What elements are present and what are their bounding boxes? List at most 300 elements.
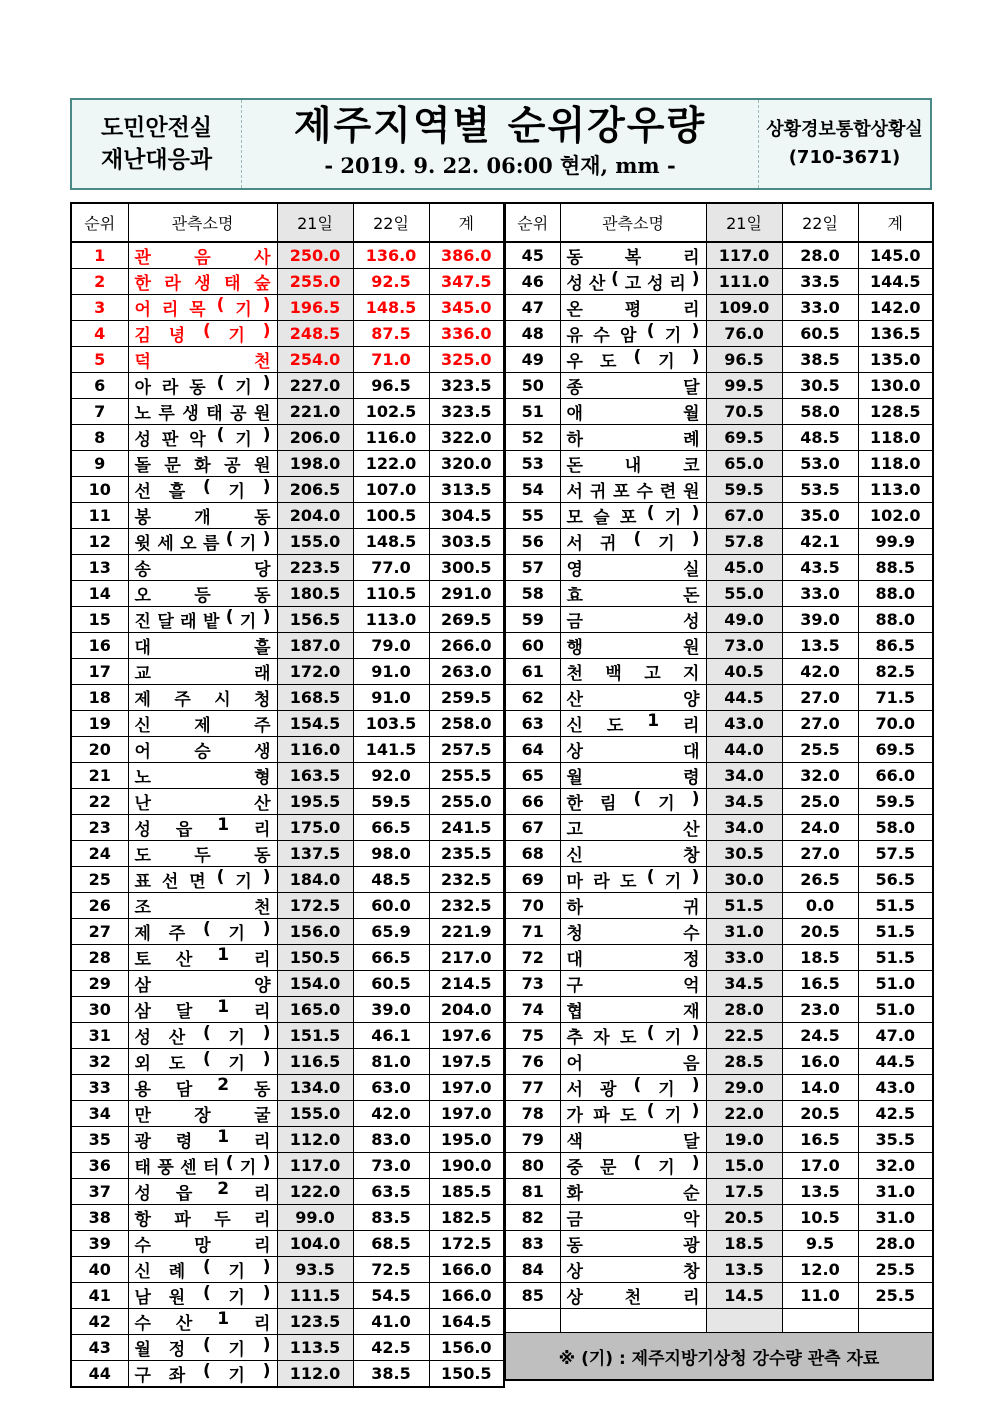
day22-value-cell: 46.1: [353, 1023, 429, 1049]
total-value-cell: 386.0: [429, 242, 504, 269]
day21-value-cell: 73.0: [706, 633, 782, 659]
rank-cell: 42: [71, 1309, 128, 1335]
day22-value-cell: 73.0: [353, 1153, 429, 1179]
day22-value-cell: 25.0: [782, 789, 858, 815]
rank-cell: 1: [71, 242, 128, 269]
day22-value-cell: 66.5: [353, 945, 429, 971]
station-name-cell: 토 산 1 리: [128, 945, 277, 971]
day21-value-cell: 93.5: [277, 1257, 353, 1283]
station-name-cell: 진 달 래 밭 ( 기 ): [128, 607, 277, 633]
table-row: [505, 945, 933, 971]
total-value-cell: 197.5: [429, 1049, 504, 1075]
station-name-cell: 온 평 리: [560, 295, 706, 321]
rank-cell: 31: [71, 1023, 128, 1049]
rank-cell: 36: [71, 1153, 128, 1179]
rank-cell: 30: [71, 997, 128, 1023]
table-row: [71, 1361, 504, 1388]
rank-cell: 75: [505, 1023, 560, 1049]
rank-cell: 26: [71, 893, 128, 919]
station-name-cell: 신 도 1 리: [560, 711, 706, 737]
table-row: [71, 945, 504, 971]
total-value-cell: 164.5: [429, 1309, 504, 1335]
station-name-cell: 한 림 ( 기 ): [560, 789, 706, 815]
table-row: [505, 555, 933, 581]
total-value-cell: 25.5: [858, 1283, 933, 1309]
rank-cell: 10: [71, 477, 128, 503]
day21-value-cell: 122.0: [277, 1179, 353, 1205]
day21-value-cell: 22.5: [706, 1023, 782, 1049]
day22-value-cell: 92.0: [353, 763, 429, 789]
table-row: [71, 633, 504, 659]
day22-value-cell: 27.0: [782, 685, 858, 711]
table-row: [71, 399, 504, 425]
day22-value-cell: 141.5: [353, 737, 429, 763]
col-total: 계: [858, 203, 933, 242]
total-value-cell: 28.0: [858, 1231, 933, 1257]
rank-cell: 33: [71, 1075, 128, 1101]
rank-cell: 38: [71, 1205, 128, 1231]
day21-value-cell: 51.5: [706, 893, 782, 919]
rank-cell: 47: [505, 295, 560, 321]
day22-value-cell: 136.0: [353, 242, 429, 269]
table-row: [505, 815, 933, 841]
day22-value-cell: 28.0: [782, 242, 858, 269]
total-value-cell: 269.5: [429, 607, 504, 633]
contact-office: 상황경보통합상황실: [766, 119, 923, 140]
title-box: [242, 100, 758, 188]
station-name-cell: 아 라 동 ( 기 ): [128, 373, 277, 399]
station-name-cell: 유 수 암 ( 기 ): [560, 321, 706, 347]
total-value-cell: 197.6: [429, 1023, 504, 1049]
day22-value-cell: 42.0: [782, 659, 858, 685]
total-value-cell: 142.0: [858, 295, 933, 321]
day22-value-cell: 33.5: [782, 269, 858, 295]
day21-value-cell: 155.0: [277, 1101, 353, 1127]
rank-cell: 67: [505, 815, 560, 841]
day22-value-cell: 33.0: [782, 295, 858, 321]
col-day21: 21일: [277, 203, 353, 242]
total-value-cell: 59.5: [858, 789, 933, 815]
station-name-cell: 애 월: [560, 399, 706, 425]
table-row: [505, 685, 933, 711]
col-rank: 순위: [71, 203, 128, 242]
table-row: [71, 841, 504, 867]
day21-value-cell: 195.5: [277, 789, 353, 815]
table-row: [71, 503, 504, 529]
table-row: [505, 399, 933, 425]
day21-value-cell: 15.0: [706, 1153, 782, 1179]
rank-cell: 83: [505, 1231, 560, 1257]
day22-value-cell: 41.0: [353, 1309, 429, 1335]
station-name-cell: 광 령 1 리: [128, 1127, 277, 1153]
total-value-cell: 156.0: [429, 1335, 504, 1361]
day21-value-cell: 28.0: [706, 997, 782, 1023]
day22-value-cell: 91.0: [353, 659, 429, 685]
day21-value-cell: 123.5: [277, 1309, 353, 1335]
station-name-cell: 가 파 도 ( 기 ): [560, 1101, 706, 1127]
total-value-cell: 35.5: [858, 1127, 933, 1153]
day22-value-cell: 72.5: [353, 1257, 429, 1283]
day22-value-cell: 9.5: [782, 1231, 858, 1257]
day22-value-cell: 81.0: [353, 1049, 429, 1075]
station-name-cell: 태 풍 센 터 ( 기 ): [128, 1153, 277, 1179]
total-value-cell: 214.5: [429, 971, 504, 997]
day22-value-cell: 107.0: [353, 477, 429, 503]
station-name-cell: 협 재: [560, 997, 706, 1023]
table-row: [505, 763, 933, 789]
table-row: [505, 1075, 933, 1101]
rainfall-table-right: [504, 202, 934, 1381]
station-name-cell: 노 형: [128, 763, 277, 789]
rank-cell: 37: [71, 1179, 128, 1205]
footnote-row: [505, 1333, 933, 1381]
station-name-cell: 성 읍 1 리: [128, 815, 277, 841]
rank-cell: 8: [71, 425, 128, 451]
station-name-cell: 행 원: [560, 633, 706, 659]
total-value-cell: 135.0: [858, 347, 933, 373]
rank-cell: 54: [505, 477, 560, 503]
empty-cell: [782, 1309, 858, 1333]
table-row: [71, 789, 504, 815]
day22-value-cell: 20.5: [782, 919, 858, 945]
day22-value-cell: 10.5: [782, 1205, 858, 1231]
day21-value-cell: 34.0: [706, 815, 782, 841]
station-name-cell: 우 도 ( 기 ): [560, 347, 706, 373]
table-row: [505, 1257, 933, 1283]
rank-cell: 70: [505, 893, 560, 919]
day22-value-cell: 35.0: [782, 503, 858, 529]
total-value-cell: 150.5: [429, 1361, 504, 1388]
rank-cell: 78: [505, 1101, 560, 1127]
station-name-cell: 하 례: [560, 425, 706, 451]
table-row: [71, 607, 504, 633]
total-value-cell: 217.0: [429, 945, 504, 971]
rainfall-table-left: [70, 202, 505, 1388]
rank-cell: 63: [505, 711, 560, 737]
day22-value-cell: 60.0: [353, 893, 429, 919]
day21-value-cell: 30.0: [706, 867, 782, 893]
rank-cell: 29: [71, 971, 128, 997]
station-name-cell: 만 장 굴: [128, 1101, 277, 1127]
day22-value-cell: 83.0: [353, 1127, 429, 1153]
table-row: [71, 867, 504, 893]
station-name-cell: 서 귀 포 수 련 원: [560, 477, 706, 503]
table-row: [71, 659, 504, 685]
day21-value-cell: 198.0: [277, 451, 353, 477]
rank-cell: 85: [505, 1283, 560, 1309]
day22-value-cell: 0.0: [782, 893, 858, 919]
station-name-cell: 신 례 ( 기 ): [128, 1257, 277, 1283]
table-row: [505, 503, 933, 529]
total-value-cell: 118.0: [858, 451, 933, 477]
day21-value-cell: 151.5: [277, 1023, 353, 1049]
day21-value-cell: 112.0: [277, 1127, 353, 1153]
report-header: [70, 98, 932, 190]
day21-value-cell: 156.5: [277, 607, 353, 633]
station-name-cell: 종 달: [560, 373, 706, 399]
total-value-cell: 118.0: [858, 425, 933, 451]
day22-value-cell: 71.0: [353, 347, 429, 373]
table-row: [71, 347, 504, 373]
day22-value-cell: 87.5: [353, 321, 429, 347]
total-value-cell: 345.0: [429, 295, 504, 321]
station-name-cell: 색 달: [560, 1127, 706, 1153]
table-row: [505, 347, 933, 373]
rank-cell: 62: [505, 685, 560, 711]
total-value-cell: 66.0: [858, 763, 933, 789]
station-name-cell: 신 창: [560, 841, 706, 867]
rank-cell: 25: [71, 867, 128, 893]
rank-cell: 57: [505, 555, 560, 581]
day22-value-cell: 16.5: [782, 971, 858, 997]
day22-value-cell: 83.5: [353, 1205, 429, 1231]
table-row: [71, 555, 504, 581]
rank-cell: 6: [71, 373, 128, 399]
day22-value-cell: 79.0: [353, 633, 429, 659]
table-row: [71, 815, 504, 841]
rank-cell: 43: [71, 1335, 128, 1361]
rank-cell: 23: [71, 815, 128, 841]
table-row: [71, 1127, 504, 1153]
rank-cell: 79: [505, 1127, 560, 1153]
rank-cell: 28: [71, 945, 128, 971]
day22-value-cell: 91.0: [353, 685, 429, 711]
day21-value-cell: 96.5: [706, 347, 782, 373]
rank-cell: 44: [71, 1361, 128, 1388]
total-value-cell: 323.5: [429, 399, 504, 425]
rank-cell: 71: [505, 919, 560, 945]
col-rank: 순위: [505, 203, 560, 242]
station-name-cell: 조 천: [128, 893, 277, 919]
total-value-cell: 82.5: [858, 659, 933, 685]
rank-cell: 40: [71, 1257, 128, 1283]
table-row: [71, 919, 504, 945]
table-row: [71, 1257, 504, 1283]
total-value-cell: 325.0: [429, 347, 504, 373]
station-name-cell: 상 창: [560, 1257, 706, 1283]
day22-value-cell: 11.0: [782, 1283, 858, 1309]
day21-value-cell: 187.0: [277, 633, 353, 659]
total-value-cell: 88.0: [858, 607, 933, 633]
day21-value-cell: 227.0: [277, 373, 353, 399]
station-name-cell: 서 귀 ( 기 ): [560, 529, 706, 555]
contact-box: [758, 100, 930, 188]
rank-cell: 80: [505, 1153, 560, 1179]
station-name-cell: 대 흘: [128, 633, 277, 659]
day21-value-cell: 19.0: [706, 1127, 782, 1153]
total-value-cell: 197.0: [429, 1075, 504, 1101]
table-row: [505, 1049, 933, 1075]
total-value-cell: 313.5: [429, 477, 504, 503]
day22-value-cell: 32.0: [782, 763, 858, 789]
total-value-cell: 44.5: [858, 1049, 933, 1075]
station-name-cell: 청 수: [560, 919, 706, 945]
table-row: [505, 867, 933, 893]
rank-cell: 55: [505, 503, 560, 529]
table-row: [505, 1179, 933, 1205]
rank-cell: 11: [71, 503, 128, 529]
day22-value-cell: 54.5: [353, 1283, 429, 1309]
day22-value-cell: 13.5: [782, 1179, 858, 1205]
station-name-cell: 남 원 ( 기 ): [128, 1283, 277, 1309]
total-value-cell: 303.5: [429, 529, 504, 555]
table-row: [505, 1101, 933, 1127]
station-name-cell: 고 산: [560, 815, 706, 841]
day21-value-cell: 137.5: [277, 841, 353, 867]
day21-value-cell: 172.5: [277, 893, 353, 919]
day21-value-cell: 17.5: [706, 1179, 782, 1205]
day22-value-cell: 25.5: [782, 737, 858, 763]
rank-cell: 72: [505, 945, 560, 971]
rank-cell: 69: [505, 867, 560, 893]
rank-cell: 21: [71, 763, 128, 789]
table-row: [505, 1205, 933, 1231]
day22-value-cell: 20.5: [782, 1101, 858, 1127]
rank-cell: 41: [71, 1283, 128, 1309]
total-value-cell: 43.0: [858, 1075, 933, 1101]
day22-value-cell: 43.5: [782, 555, 858, 581]
table-row: [71, 1231, 504, 1257]
total-value-cell: 190.0: [429, 1153, 504, 1179]
col-total: 계: [429, 203, 504, 242]
station-name-cell: 어 승 생: [128, 737, 277, 763]
day21-value-cell: 117.0: [277, 1153, 353, 1179]
rank-cell: 19: [71, 711, 128, 737]
total-value-cell: 113.0: [858, 477, 933, 503]
table-row: [71, 581, 504, 607]
day21-value-cell: 223.5: [277, 555, 353, 581]
table-row: [71, 1075, 504, 1101]
station-name-cell: 모 슬 포 ( 기 ): [560, 503, 706, 529]
station-name-cell: 월 정 ( 기 ): [128, 1335, 277, 1361]
total-value-cell: 130.0: [858, 373, 933, 399]
total-value-cell: 31.0: [858, 1205, 933, 1231]
station-name-cell: 덕 천: [128, 347, 277, 373]
table-row: [71, 1049, 504, 1075]
station-name-cell: 금 성: [560, 607, 706, 633]
station-name-cell: 하 귀: [560, 893, 706, 919]
day21-value-cell: 43.0: [706, 711, 782, 737]
day21-value-cell: 196.5: [277, 295, 353, 321]
station-name-cell: 성 산 ( 기 ): [128, 1023, 277, 1049]
table-header-row: [505, 203, 933, 242]
table-row: [71, 451, 504, 477]
rank-cell: 35: [71, 1127, 128, 1153]
rank-cell: 4: [71, 321, 128, 347]
day21-value-cell: 111.5: [277, 1283, 353, 1309]
rank-cell: 53: [505, 451, 560, 477]
table-row: [71, 763, 504, 789]
table-row: [505, 711, 933, 737]
table-row: [505, 737, 933, 763]
table-row: [71, 1335, 504, 1361]
day22-value-cell: 77.0: [353, 555, 429, 581]
total-value-cell: 69.5: [858, 737, 933, 763]
table-body-left: [71, 242, 504, 1387]
station-name-cell: 봉 개 동: [128, 503, 277, 529]
day22-value-cell: 26.5: [782, 867, 858, 893]
day21-value-cell: 116.5: [277, 1049, 353, 1075]
station-name-cell: 마 라 도 ( 기 ): [560, 867, 706, 893]
day21-value-cell: 248.5: [277, 321, 353, 347]
table-row: [71, 971, 504, 997]
day21-value-cell: 206.0: [277, 425, 353, 451]
day21-value-cell: 112.0: [277, 1361, 353, 1388]
station-name-cell: 성 판 악 ( 기 ): [128, 425, 277, 451]
rank-cell: 56: [505, 529, 560, 555]
rank-cell: 32: [71, 1049, 128, 1075]
rank-cell: 84: [505, 1257, 560, 1283]
total-value-cell: 58.0: [858, 815, 933, 841]
total-value-cell: 57.5: [858, 841, 933, 867]
day22-value-cell: 92.5: [353, 269, 429, 295]
station-name-cell: 어 리 목 ( 기 ): [128, 295, 277, 321]
station-name-cell: 효 돈: [560, 581, 706, 607]
day22-value-cell: 14.0: [782, 1075, 858, 1101]
total-value-cell: 128.5: [858, 399, 933, 425]
station-name-cell: 송 당: [128, 555, 277, 581]
day22-value-cell: 103.5: [353, 711, 429, 737]
day21-value-cell: 180.5: [277, 581, 353, 607]
table-row: [505, 919, 933, 945]
day22-value-cell: 24.5: [782, 1023, 858, 1049]
day21-value-cell: 69.5: [706, 425, 782, 451]
day22-value-cell: 39.0: [782, 607, 858, 633]
day21-value-cell: 184.0: [277, 867, 353, 893]
total-value-cell: 291.0: [429, 581, 504, 607]
table-row: [71, 1101, 504, 1127]
rank-cell: 50: [505, 373, 560, 399]
day22-value-cell: 58.0: [782, 399, 858, 425]
day22-value-cell: 16.0: [782, 1049, 858, 1075]
day22-value-cell: 24.0: [782, 815, 858, 841]
table-row: [505, 1231, 933, 1257]
day22-value-cell: 102.5: [353, 399, 429, 425]
total-value-cell: 51.5: [858, 893, 933, 919]
total-value-cell: 347.5: [429, 269, 504, 295]
col-day22: 22일: [782, 203, 858, 242]
day22-value-cell: 60.5: [353, 971, 429, 997]
total-value-cell: 88.0: [858, 581, 933, 607]
rank-cell: 48: [505, 321, 560, 347]
day21-value-cell: 168.5: [277, 685, 353, 711]
day22-value-cell: 42.0: [353, 1101, 429, 1127]
day21-value-cell: 154.0: [277, 971, 353, 997]
rank-cell: 24: [71, 841, 128, 867]
day22-value-cell: 42.1: [782, 529, 858, 555]
day21-value-cell: 165.0: [277, 997, 353, 1023]
day22-value-cell: 38.5: [782, 347, 858, 373]
station-name-cell: 어 음: [560, 1049, 706, 1075]
day21-value-cell: 55.0: [706, 581, 782, 607]
total-value-cell: 166.0: [429, 1257, 504, 1283]
table-row: [505, 295, 933, 321]
total-value-cell: 70.0: [858, 711, 933, 737]
total-value-cell: 259.5: [429, 685, 504, 711]
station-name-cell: 돈 내 코: [560, 451, 706, 477]
station-name-cell: 오 등 동: [128, 581, 277, 607]
day22-value-cell: 68.5: [353, 1231, 429, 1257]
day21-value-cell: 250.0: [277, 242, 353, 269]
station-name-cell: 표 선 면 ( 기 ): [128, 867, 277, 893]
day22-value-cell: 122.0: [353, 451, 429, 477]
rank-cell: 39: [71, 1231, 128, 1257]
day21-value-cell: 163.5: [277, 763, 353, 789]
day21-value-cell: 204.0: [277, 503, 353, 529]
col-station: 관측소명: [128, 203, 277, 242]
empty-cell: [858, 1309, 933, 1333]
table-row: [505, 1023, 933, 1049]
